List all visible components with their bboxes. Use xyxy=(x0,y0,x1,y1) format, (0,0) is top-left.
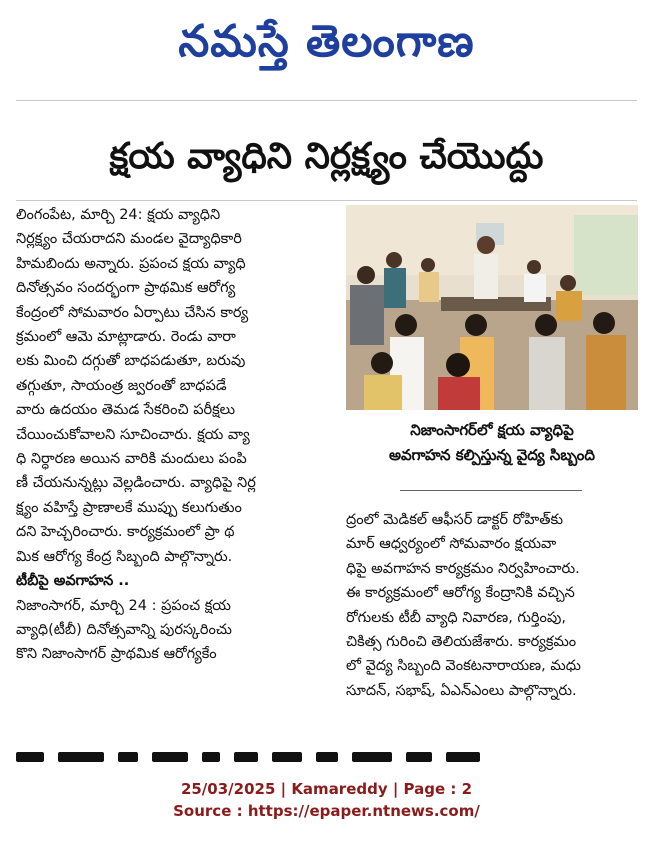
headline-divider xyxy=(16,200,637,201)
caption-line: అవగాహన కల్పిస్తున్న వైద్య సిబ్బంది xyxy=(389,446,595,464)
caption-divider xyxy=(400,490,582,491)
body-line: వారు ఉదయం తెమడ సేకరించి పరీక్షలు xyxy=(16,402,235,419)
body-line: నిర్లక్ష్యం చేయరాదని మండల వైద్యాధికారి xyxy=(16,231,242,248)
body-line: మార్ ఆధ్వర్యంలో సోమవారం క్షయవా xyxy=(346,536,557,553)
dateline: 25/03/2025 | Kamareddy | Page : 2 xyxy=(180,780,473,798)
source-link[interactable]: Source : https://epaper.ntnews.com/ xyxy=(173,802,480,820)
body-line: ధి నిర్ధారణ అయిన వారికి మందులు పంపి xyxy=(16,451,247,468)
body-line: దినోత్సవం సందర్భంగా ప్రాథమిక ఆరోగ్య xyxy=(16,280,236,297)
page-footer xyxy=(0,778,653,822)
body-line: తగ్గుతూ, సాయంత్ర జ్వరంతో బాధపడే xyxy=(16,377,227,394)
photo-illustration xyxy=(346,205,638,410)
body-line: చికిత్స గురించి తెలియజేశారు. కార్యక్రమం xyxy=(346,634,577,651)
body-line: సూదన్, సభాష్, ఏఎన్‌ఎంలు పాల్గొన్నారు. xyxy=(346,682,577,699)
body-line: కొని నిజాంసాగర్ ప్రాథమిక ఆరోగ్యకేం xyxy=(16,646,217,663)
body-line: ధిపై అవగాహన కార్యక్రమం నిర్వహించారు. xyxy=(346,560,580,577)
body-line: లో వైద్య సిబ్బంది వెంకటనారాయణ, మధు xyxy=(346,658,581,675)
body-line: క్ష్యం వహిస్తే ప్రాణాలకే ముప్పు కలుగుతుం xyxy=(16,499,242,516)
newspaper-masthead: నమస్తే తెలంగాణ xyxy=(178,16,475,67)
body-line: రోగులకు టీబీ వ్యాధి నివారణ, గుర్తింపు, xyxy=(346,609,566,626)
article-left-column xyxy=(16,203,328,667)
truncated-next-article xyxy=(16,742,637,764)
masthead-divider xyxy=(16,100,637,101)
article-headline: క్షయ వ్యాధిని నిర్లక్ష్యం చేయొద్దు xyxy=(109,136,544,177)
body-line: లింగంపేట, మార్చి 24: క్షయ వ్యాధిని xyxy=(16,207,221,223)
body-line: చేయించుకోవాలని సూచించారు. క్షయ వ్యా xyxy=(16,426,250,443)
body-line: నిజాంసాగర్, మార్చి 24 : ప్రపంచ క్షయ xyxy=(16,597,231,614)
body-line: క్రమంలో ఆమె మాట్లాడారు. రెండు వారా xyxy=(16,329,236,346)
body-line: ఈ కార్యక్రమంలో ఆరోగ్య కేంద్రానికి వచ్చిన xyxy=(346,585,575,602)
body-line: లకు మించి దగ్గుతో బాధపడుతూ, బరువు xyxy=(16,353,246,370)
body-line: ద్రంలో మెడికల్ ఆఫీసర్ డాక్టర్ రోహిత్‌కు xyxy=(346,512,564,528)
caption-line: నిజాంసాగర్‌లో క్షయ వ్యాధిపై xyxy=(410,421,574,439)
body-line: ణీ చేయనున్నట్లు వెల్లడించారు. వ్యాధిపై నిర్ల xyxy=(16,475,256,492)
body-line: హిమబిందు అన్నారు. ప్రపంచ క్షయ వ్యాధి xyxy=(16,255,246,272)
article-subheading: టీబీపై అవగాహన .. xyxy=(16,573,130,590)
article-right-column xyxy=(346,508,638,703)
body-line: కేంద్రంలో సోమవారం ఏర్పాటు చేసిన కార్య xyxy=(16,304,249,321)
body-line: వ్యాధి(టీబీ) దినోత్సవాన్ని పురస్కరించు xyxy=(16,621,232,638)
photo-caption xyxy=(346,418,638,484)
body-line: మిక ఆరోగ్య కేంద్ర సిబ్బంది పాల్గొన్నారు. xyxy=(16,548,233,565)
article-photo xyxy=(346,205,638,410)
body-line: దని హెచ్చరించారు. కార్యక్రమంలో ప్రా థ xyxy=(16,524,235,541)
